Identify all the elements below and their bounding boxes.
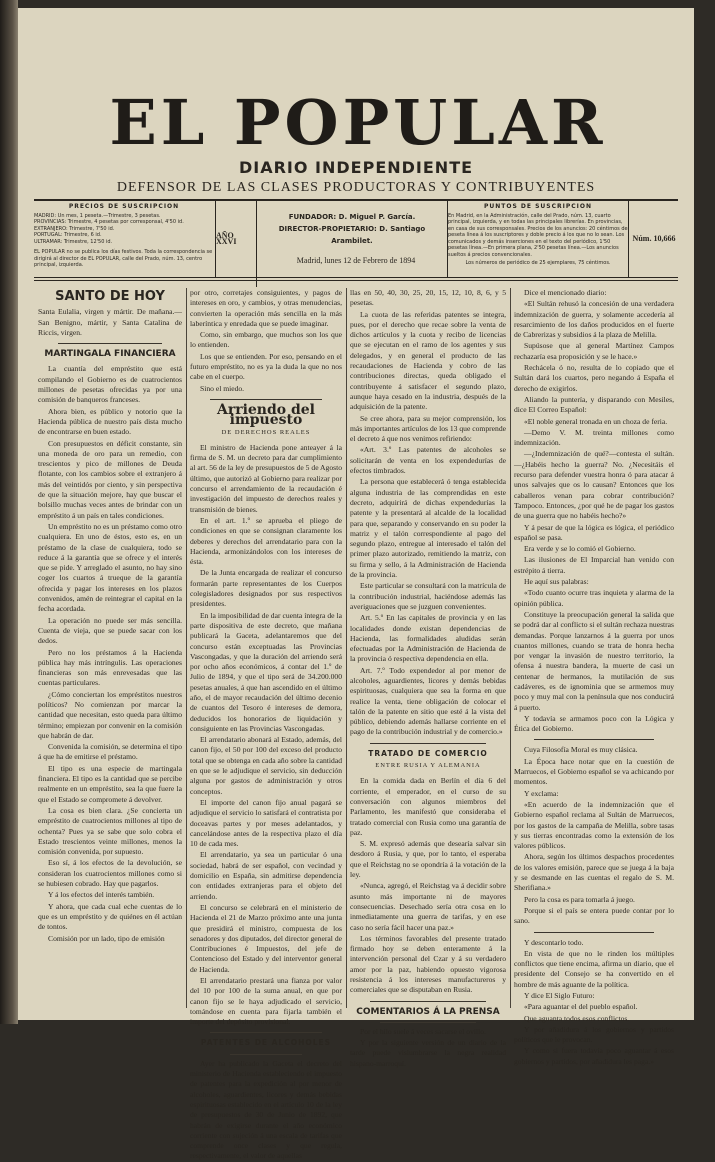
precios-title: PRECIOS DE SUSCRIPCION	[68, 203, 180, 210]
fundador-line: FUNDADOR: D. Miguel P. García.	[288, 213, 416, 221]
subscription-band	[34, 201, 678, 277]
fundador-box	[256, 201, 447, 287]
separator	[210, 399, 322, 400]
precios-line: PORTUGAL: Trimestre, 6 id.	[34, 232, 102, 238]
paragraph: Era verde y se lo comió el Gobierno.	[524, 544, 636, 554]
paragraph: En el art. 1.º se aprueba el pliego de condiciones en que se consignan claramente los deberes y derechos del arrendatario para con la Hacienda, armonizándolos con los intereses de ésta.	[190, 515, 342, 567]
paragraph: «El noble general tronada en un choza de feria.	[524, 416, 668, 426]
separator	[230, 1054, 302, 1055]
column-divider	[510, 288, 511, 1008]
precios-line: MADRID: Un mes, 1 peseta.—Trimestre, 3 pesetas.	[34, 212, 161, 219]
paragraph: —¿Indemnización de qué?—contesta el sultán.—¿Habéis hecho la guerra? No. ¿Necesitáis el recurso para defender vuestra honra ó para atacar á unos salvajes que os lo causan? Entonces que los caballeros venan para cobrar contribución? Tampoco. Entonces, ¿por qué he de pagar los gastos de una guerra que no habéis hecho?»	[514, 449, 674, 521]
separator	[58, 343, 162, 344]
paragraph: Y á los efectos del interés también.	[48, 890, 155, 900]
paragraph: ¿Cómo conciertan los empréstitos nuestros políticos? No comienzan por marcar la cantidad que necesitan, esto queda para último término; empiezan por convenir en la comisión que habrán de dar.	[38, 689, 182, 740]
separator	[380, 1022, 476, 1023]
puntos-box	[447, 201, 628, 277]
paragraph: Ahora bien, es público y notorio que la Hacienda pública de nuestro país dista mucho de encontrarse en buen estado.	[38, 406, 182, 437]
paragraph: Ahora, según los últimos despachos procedentes de los valores emisión, parece que se juega á la baja y se desmande en las cuentas el regalo de S. M. Sherifiana.»	[514, 852, 674, 893]
paragraph: El arrendatario abonará al Estado, además, del canon fijo, el 50 por 100 del exceso del producto total que se obtenga en cada año sobre la cantidad en que se le adjudique el servicio, sin deducción alguna por gastos de administración y otros conceptos.	[190, 735, 342, 796]
paragraph: por otro, corretajes consiguientes, y pagos de intereses en oro, y cambios, y otras menudencias, convierten la operación más sencilla en la más laberíntica y enredada que se puede imaginar.	[190, 288, 342, 328]
paragraph: «Art. 3.º Las patentes de alcoholes se solicitarán de venta en los expendedurías de efectos timbrados.	[350, 445, 506, 476]
paragraph: Dice el mencionado diario:	[524, 288, 607, 297]
issue-number: Núm. 10,666	[632, 233, 676, 243]
precios-line: ULTRAMAR: Trimestre, 12'50 id.	[34, 238, 113, 245]
paragraph: Y á pesar de que la lógica es lógica, el periódico español se pasa.	[514, 522, 674, 542]
patentes-title: PATENTES DE ALCOHOLES	[200, 1038, 332, 1048]
paragraph: En la comida dada en Berlín el día 6 del corriente, el emperador, en el curso de su conversación con algunos miembros del Parlamento, les manifestó que consideraba el tratado comercial con Rusia como una garantía de paz.	[350, 776, 506, 837]
paragraph: Aliando la puntería, y disparando con Mesiles, dice El Correo Español:	[514, 394, 674, 415]
puntos-text: En Madrid, en la Administración, calle del Prado, núm. 13, cuarto principal, izquierda, y en todas las principales librerías. En provincias, en casa de sus corresponsales. Precios de los anuncios: 20 céntimos de peseta línea á los suscriptores y doble precio á los que no lo sean. Los comunicados y demás inserciones en el texto del periódico, 1'50 pesetas línea.—En primera plana, 2'50 pesetas línea.—Los anuncios sueltos á precios convencionales.	[448, 212, 628, 258]
separator	[534, 932, 654, 933]
precios-box	[34, 201, 214, 277]
column-divider	[186, 288, 187, 1008]
paragraph: Cuya Filosofía Moral es muy clásica.	[524, 745, 638, 755]
separator	[370, 743, 486, 744]
band-bottom-rule	[34, 277, 678, 278]
paragraph: El tipo es una especie de martingala financiera. El tipo es la cantidad que se percibe realmente en un empréstito, sea la que fuere la que el Estado se compromete á devolver.	[38, 763, 182, 804]
paragraph: Con presupuestos en déficit constante, sin una moneda de oro para un remedio, con trescientos y pico de millones de Deuda flotante, con los cambios sobre el extranjero á más del veintidós por ciento, y sin perspectiva de que la situación mejore, hay que buscar el bolsillo muchas veces antes de brindar con un empréstito á un país en tales condiciones.	[38, 438, 182, 520]
precios-line: EXTRANJERO: Trimestre, 7'50 id.	[34, 225, 115, 232]
year-box	[215, 201, 256, 277]
paragraph: El concurso se celebrará en el ministerio de Hacienda el 21 de Marzo próximo ante una junta que presidirá el ministro, compuesta de los senadores y dos diputados, del director general de Contribuciones é Impuestos, del jefe de Contencioso del Estado y del interventor general de Hacienda.	[190, 902, 342, 974]
masthead-title: EL POPULAR	[109, 86, 607, 159]
paragraph: Ayer ha publicado la Gaceta el decreto del ministerio de Hacienda estableciendo el impuesto de patentes para la expedición al por menor de alcoholes, aguardientes, licores y demás bebidas espirituosas establecido en el artículo 10 de la ley de presupuestos de 30 de Junio de 1892, que habrán de exigirse durante el año económico corriente con sujeción á una escala de tarifas que comprende once clases y que regula, respectivamente, el valor de aquellas	[190, 1058, 342, 1161]
prensa-title: COMENTARIOS Á LA PRENSA	[356, 1006, 500, 1017]
separator	[370, 1001, 486, 1002]
column-3	[350, 288, 506, 1068]
paragraph: llas en 50, 40, 30, 25, 20, 15, 12, 10, 8, 6, y 5 pesetas.	[350, 288, 506, 308]
column-4	[514, 288, 674, 1066]
number-box	[628, 201, 679, 277]
paragraph: El arrendatario, ya sea un particular ó una sociedad, habrá de ser español, con vecindad y domicilio en España, sin admitirse dependencia con entidades extranjeras para el objeto del arriendo.	[190, 850, 342, 901]
paragraph: Se cree ahora, para su mejor comprensión, los más importantes artículos de los 13 que comprende el decreto á que nos venimos refiriendo:	[350, 413, 506, 444]
paragraph: De la Junta encargada de realizar el concurso formarán parte representantes de los Cuerpos colegisladores designados por sus respectivos presidentes.	[190, 568, 342, 609]
santo-title: SANTO DE HOY	[55, 289, 165, 304]
paragraph: Art. 5.º En las capitales de provincia y en las localidades donde existan dependencias de Hacienda, las formalidades aludidas serán efectuadas por la Administración de Hacienda de la provincia ó respectiva dependencia en ella.	[350, 613, 506, 664]
paragraph: Y exclama:	[524, 788, 559, 798]
paragraph: Los que se entienden. Por eso, pensando en el futuro empréstito, no es ya la duda la que no nos cabe en el cuerpo.	[190, 351, 342, 382]
band-bottom-rule-2	[34, 280, 678, 281]
paragraph: En vista de que no le rinden los múltiples conflictos que tiene encima, afirma un diario, que el presidente del Consejo se ha convertido en el hombre de más aguante de la política.	[514, 948, 674, 989]
paragraph: Y ahora, que cada cual eche cuentas de lo que es un empréstito y de quiénes en él actúan de tontos.	[38, 901, 182, 932]
paragraph: Y descontarlo todo.	[524, 937, 584, 947]
column-1	[38, 288, 182, 1013]
separator	[210, 1032, 322, 1033]
paragraph: Este particular se consultará con la matrícula de la contribución industrial, haciéndose además las averiguaciones que se juzguen convenientes.	[350, 581, 506, 611]
paragraph: Art. 7.º Todo expendedor al por menor de alcoholes, aguardientes, licores y demás bebidas espirituosas, cualquiera que sea la forma en que realice la venta, tiene obligación de colocar el talón de la patente en sitio que esté á la vista del público, debiendo además hallarse corriente en el pago de la contribución industrial y de comercio.»	[350, 665, 506, 737]
paragraph: S. M. expresó además que desearía salvar sin desdoro á Rusia, y que, por lo tanto, el esperaba que el Reichstag no se opondría á la votación de la ley.	[350, 839, 506, 880]
article-title: MARTINGALA FINANCIERA	[44, 349, 176, 360]
paragraph: Y por la siguiente versión de un diario de la tarde puede vislumbrarse la negra realidad hispano-marroquí.	[350, 1038, 506, 1068]
paragraph: Eso sí, á los efectos de la devolución, se consideran los cuatrocientos millones como si se hubiesen cobrado. Hay que pagarlos.	[38, 858, 182, 889]
puntos-title: PUNTOS DE SUSCRIPCION	[484, 203, 592, 210]
puntos-note: Los números de periódico de 25 ejemplares, 75 céntimos.	[465, 260, 611, 266]
paragraph: La cuantía del empréstito que está compilando el Gobierno es de cuatrocientos millones de pesetas ofrecidas ya por una comisión de banqueros franceses.	[38, 364, 182, 405]
paragraph: El importe del canon fijo anual pagará se adjudique el servicio lo satisfará el contratista por doceavas partes y por meses adelantados, y cancelándose antes de la respectiva plazo el día 10 de cada mes.	[190, 797, 342, 849]
paragraph: Como, sin embargo, que muchos son los que lo entienden.	[190, 330, 342, 350]
paragraph: Por el hilo suele á veces sacarse el ovillo.	[360, 1026, 486, 1036]
paragraph: Un empréstito no es un préstamo como otro cualquiera. En uno de éstos, esto es, en un préstamo de la clase de cualquiera, todo se reduce á la garantía que se ofrece y el interés que se pide. Y arreglado el asunto, no hay sino coger los cuartos á trueque de la garantía ofrecida y pagar los intereses en los plazos convenidos, amén de reintegrar el capital en la fecha acordada.	[38, 521, 182, 614]
tratado-subtitle: ENTRE RUSIA Y ALEMANIA	[375, 762, 481, 770]
year-label: AÑO XXVI	[216, 230, 237, 246]
paragraph: Y como si fuera todavía poco aguantar á esos gobiernos y partidos, por añadidura les paga.»	[514, 1046, 674, 1066]
paragraph: Y todavía se armamos poco con la Lógica y Ética del Gobierno.	[514, 713, 674, 734]
paragraph: La persona que establecerá ó tenga establecida alguna industria de las comprendidas en este decreto, adquirirá de dichas expendedurías la patente y la presentará al alcalde de la localidad para que, separando y conservando en su poder la matriz y el talón correspondiente al pago del segundo plazo, entregue al interesado el talón del primer plazo autorizado, remitiendo la matriz, con su firma y sello, á la Administración de Hacienda de la provincia.	[350, 477, 506, 580]
paragraph: Constituye la preocupación general la salida que se podrá dar al conflicto si el sultán rechaza nuestras demandas. Porque lanzarnos á la guerra por unos cuantos millones, cuando se trata de honra hecha por vengar la invasión de nuestro territorio, la ofensa á nuestra bandera, la muerte de casi un centenar de hermanos, la mutilación de sus cadáveres, es de ignominia que se armemos muy poco y muy mal con la península que nos conducirá á puerto.	[514, 609, 674, 712]
precios-line: PROVINCIAS: Trimestre, 4 pesetas por corresponsal, 4'50 id.	[34, 219, 184, 225]
paragraph: Pero la cosa es para tomarla á juego.	[524, 894, 635, 904]
paragraph: «Para aguantar el del pueblo español.	[524, 1002, 638, 1012]
paragraph: Rechácela ó no, resulta de lo copiado que el Sultán dará los cuartos, pero negando á España el derecho de exigirlos.	[514, 363, 674, 393]
paragraph: Las ilusiones de El Imparcial han venido con estrépito á tierra.	[514, 555, 674, 575]
paragraph: Y dice El Siglo Futuro:	[524, 991, 595, 1000]
paragraph: «En acuerdo de la indemnización que el Gobierno español reclama al Sultán de Marruecos, por los gastos de la campaña de Melilla, sobre tasas y sus tierras encontradas como la extensión de los valores públicos.	[514, 799, 674, 851]
column-divider	[346, 288, 347, 1008]
director-line: DIRECTOR-PROPIETARIO: D. Santiago Arambilet.	[278, 225, 426, 245]
paragraph: En la imposibilidad de dar cuenta íntegra de la parte dispositiva de este decreto, que mañana publicará la Gaceta, adelantaremos que del concurso están exceptuadas las Provincias Vascongadas, y que la duración del arriendo será por ocho años económicos, á contar del 1.º de Julio de 1894, y que el tipo será de 34.200.000 pesetas anuales, á que han ascendido en el último año, el de mayor recaudación del último decenio de cuantos del Tesoro é intereses de demora, deducidos los honorarios de liquidación y consiguiente en las Provincias Vascongadas.	[190, 610, 342, 733]
paragraph: El ministro de Hacienda pone anteayer á la firma de S. M. un decreto para dar cumplimiento al art. 56 de la ley de presupuestos de 5 de Agosto último, que autorizó al Gobierno para realizar por concurso el arrendamiento de la recaudación é investigación del impuesto de derechos reales y transmisión de bienes.	[190, 442, 342, 514]
separator	[534, 739, 654, 740]
paragraph: Los términos favorables del presente tratado firmado hoy se deben enteramente á la intervención personal del Czar y á su verdadero amor por la paz, habiendo opuesto vigorosa resistencia á los intereses manufactureros y comerciales que se disputaban en Rusia.	[350, 933, 506, 995]
paragraph: La cosa es bien clara. ¿Se concierta un empréstito de cuatrocientos millones al tipo de ochenta? Pues ya se sabe que solo cobra el Estado trescientos veinte millones, menos la comisión convenida, por supuesto.	[38, 805, 182, 857]
paragraph: Porque si el país se entera puede contar por lo sano.	[514, 905, 674, 926]
paragraph: Y por añadidura á los gobiernos y partidos políticos que le provocan.	[514, 1024, 674, 1045]
masthead-subtitle: DIARIO INDEPENDIENTE	[238, 158, 474, 177]
paragraph: Pero no los préstamos á la Hacienda pública hay más intríngulis. Las operaciones financieras son más enrevesadas que las cuentas particulares.	[38, 647, 182, 688]
column-2	[190, 288, 342, 1161]
santo-text: Santa Eulalia, virgen y mártir. De mañana.—San Benigno, mártir, y Santa Catalina de Riccis, virgen.	[38, 307, 182, 337]
paragraph: «Nunca, agregó, el Reichstag va á decidir sobre asunto más importante ni de mayores consecuencias. Desechado sería otra cosa en lo inmediatamente una guerra de tarifas, y en ese caso no sería fácil hacer una paz.»	[350, 881, 506, 932]
paragraph: —Demo V. M. treinta millones como indemnización.	[514, 427, 674, 448]
paragraph: Convenida la comisión, se determina el tipo á que ha de emitirse el préstamo.	[38, 742, 182, 762]
issue-date: Madrid, lunes 12 de Febrero de 1894	[296, 256, 416, 265]
newspaper-page	[18, 8, 694, 1161]
paragraph: Comisión por un lado, tipo de emisión	[48, 933, 165, 943]
paragraph: La Época hace notar que en la cuestión de Marruecos, el Gobierno español se va achicando por momentos.	[514, 756, 674, 787]
tratado-title: TRATADO DE COMERCIO	[368, 748, 488, 758]
paragraph: Sino el miedo.	[200, 383, 245, 393]
paragraph: «Todo cuanto ocurre tras inquieta y alarma de la opinión pública.	[514, 588, 674, 608]
paragraph: La cuota de las referidas patentes se integra, pues, por el derecho que recae sobre la venta de dichos artículos y la cuota y recibo de licencias que se ejecutan en el ramo de los agentes y sus delegados, y en general el producto de las recaudaciones de Hacienda y cobro de las contribuciones directas, queda obligado el contribuyente á satisfacer el segundo plazo, aunque haya cesado en la industria, después de la adquisición de la patente.	[350, 309, 506, 412]
binding-spine	[0, 0, 18, 1024]
paragraph: Supúsose que al general Martínez Campos rechazaría esa proposición y se le hace.»	[514, 341, 674, 361]
paragraph: «El Sultán rehusó la concesión de una verdadera indemnización de guerra, y solamente accedería al resarcimiento de los daños producidos en el fuerte de Cabrerizas y subsidios á la plaza de Melilla.	[514, 299, 674, 340]
masthead-tagline: DEFENSOR DE LAS CLASES PRODUCTORAS Y CONTRIBUYENTES	[116, 180, 596, 195]
arriendo-title: Arriendo del impuesto	[216, 401, 316, 429]
paragraph: Que aguanta todos esos conflictos.	[524, 1013, 630, 1023]
paragraph: El arrendatario prestará una fianza por valor del 10 por 100 de la suma anual, en que por canon fijo se le haya adjudicado el servicio, tomándose en cuenta para fijarla también el importe del depósito provisional.	[190, 976, 342, 1027]
arriendo-subtitle: DE DERECHOS REALES	[221, 428, 311, 436]
precios-note: EL POPULAR no se publica los días festivos. Toda la correspondencia se dirigirá al director de EL POPULAR, calle del Prado, núm. 13, centro principal, izquierda.	[34, 249, 213, 268]
paragraph: He aquí sus palabras:	[524, 577, 589, 587]
paragraph: La operación no puede ser más sencilla. Cuenta de vieja, que se puede sacar con los dedos.	[38, 615, 182, 646]
